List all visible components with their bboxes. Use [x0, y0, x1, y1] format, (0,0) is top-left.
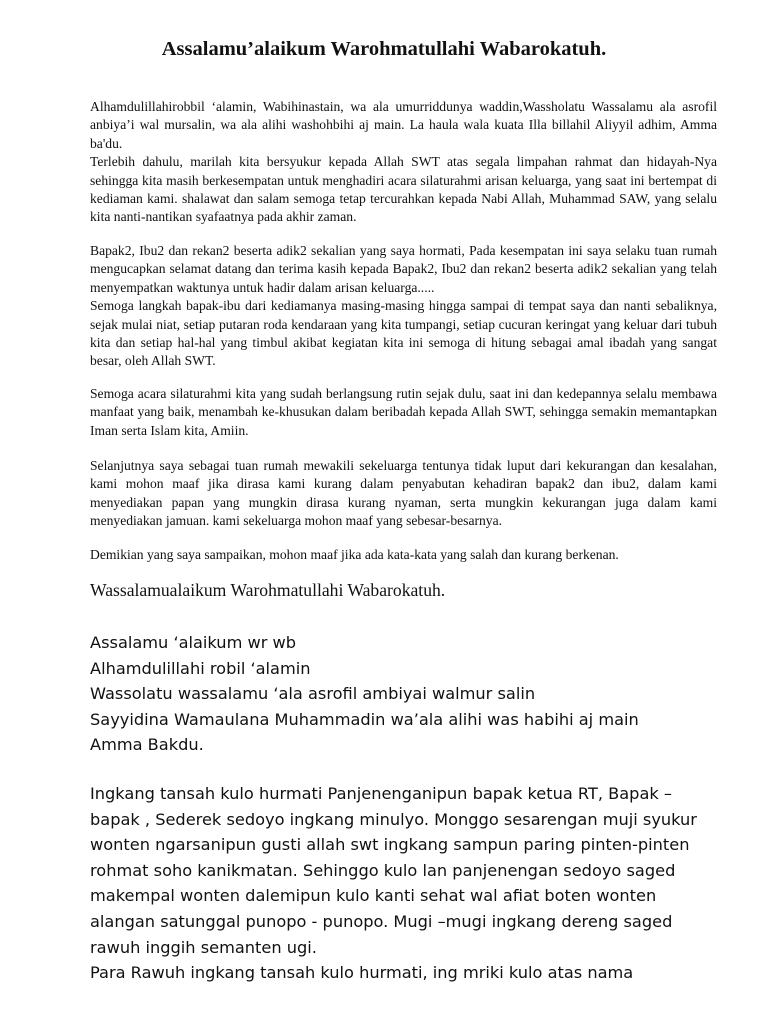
paragraph-text: Demikian yang saya sampaikan, mohon maaf jika ada kata-kata yang salah dan kurang berkenan. — [90, 547, 619, 562]
text-line: Assalamu ‘alaikum wr wb — [90, 633, 297, 652]
paragraph-text: Terlebih dahulu, marilah kita bersyukur kepada Allah SWT atas segala limpahan rahmat dan hidayah-Nya sehingga kita masih berkesempatan untuk menghadiri acara silaturahmi arisan keluarga, yang saat ini bertempat di kediaman kami. shalawat dan salam semoga tetap tercurahkan kepada Nabi Allah, Muhammad SAW, yang selalu kita nanti-nantikan syafaatnya pada akhir zaman. — [90, 154, 717, 225]
paragraph-opening — [90, 98, 717, 227]
page-title: Assalamu’alaikum Warohmatullahi Wabarokatuh. — [161, 38, 607, 60]
text-line: Ingkang tansah kulo hurmati Panjenenganipun bapak ketua RT, Bapak – — [90, 784, 672, 803]
text-line: Amma Bakdu. — [90, 735, 204, 755]
paragraph-hope — [90, 385, 717, 440]
text-line: Wassolatu wassalamu ‘ala asrofil ambiyai walmur salin — [90, 684, 536, 704]
paragraph-text: Semoga langkah bapak-ibu dari kediamanya masing-masing hingga sampai di tempat saya dan nanti sebaliknya, sejak mulai niat, setiap putaran roda kendaraan yang kita tumpangi, setiap cucuran keringat yang keluar dari tubuh kita dan setiap hal-hal yang timbul akibat kegiatan kita ini semoga di hitung sebagai amal ibadah yang sangat besar, oleh Allah SWT. — [90, 298, 717, 369]
text-line: Alhamdulillahi robil ‘alamin — [90, 658, 311, 678]
paragraph-apology — [90, 457, 717, 531]
text-line: rohmat soho kanikmatan. Sehinggo kulo lan panjenengan sedoyo saged — [90, 860, 676, 880]
text-line: Para Rawuh ingkang tansah kulo hurmati, ing mriki kulo atas nama — [90, 963, 634, 983]
javanese-opening — [90, 630, 730, 758]
closing-greeting: Wassalamualaikum Warohmatullahi Wabarokatuh. — [90, 580, 446, 600]
javanese-body — [90, 781, 730, 986]
paragraph-closing-remark — [90, 546, 717, 564]
paragraph-welcome — [90, 242, 717, 371]
paragraph-text: Alhamdulillahirobbil ‘alamin, Wabihinastain, wa ala umurriddunya waddin,Wassholatu Wassalamu ala asrofil anbiya’i wal mursalin, wa ala alihi washohbihi aj main. La haula wala kuata Illa billahil Aliyyil adhim, Amma ba'du. — [90, 99, 717, 151]
text-line: makempal wonten dalemipun kulo kanti sehat wal afiat boten wonten — [90, 886, 657, 906]
text-line: Sayyidina Wamaulana Muhammadin wa’ala alihi was habihi aj main — [90, 709, 639, 729]
text-line: wonten ngarsanipun gusti allah swt ingkang sampun paring pinten-pinten — [90, 835, 690, 855]
text-line: bapak , Sederek sedoyo ingkang minulyo. Monggo sesarengan muji syukur — [90, 809, 697, 829]
paragraph-text: Semoga acara silaturahmi kita yang sudah berlangsung rutin sejak dulu, saat ini dan kedepannya selalu membawa manfaat yang baik, menambah ke-khusukan dalam beribadah kepada Allah SWT, sehingga semakin memantapkan Iman serta Islam kita, Amiin. — [90, 386, 717, 438]
paragraph-text: Selanjutnya saya sebagai tuan rumah mewakili sekeluarga tentunya tidak luput dari kekurangan dan kesalahan, kami mohon maaf jika dirasa kami kurang dalam penyabutan kehadiran bapak2 dan ibu2, dalam kami menyediakan papan yang mungkin dirasa kurang nyaman, serta mungkin kekurangan juga dalam kami menyediakan jamuan. kami sekeluarga mohon maaf yang sebesar-besarnya. — [90, 458, 717, 529]
paragraph-text: Bapak2, Ibu2 dan rekan2 beserta adik2 sekalian yang saya hormati, Pada kesempatan ini saya selaku tuan rumah mengucapkan selamat datang dan terima kasih kepada Bapak2, Ibu2 dan rekan2 beserta adik2 sekalian yang telah menyempatkan waktunya untuk hadir dalam arisan keluarga..... — [90, 243, 717, 295]
text-line: alangan satunggal punopo - punopo. Mugi –mugi ingkang dereng saged — [90, 911, 673, 931]
text-line: rawuh inggih semanten ugi. — [90, 937, 317, 957]
